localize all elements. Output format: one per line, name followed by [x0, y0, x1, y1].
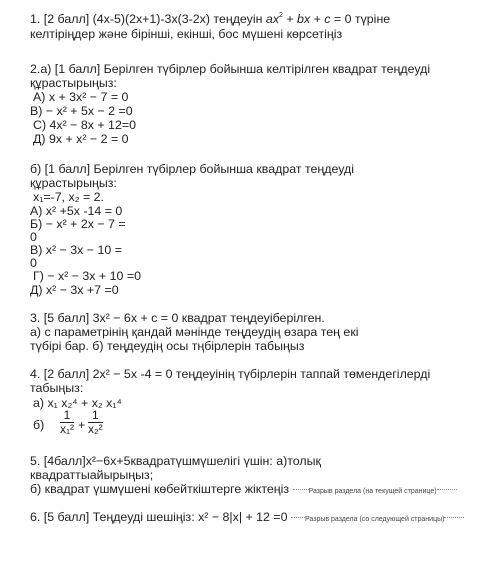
q2b-option-b-line2: 0	[30, 230, 37, 244]
q2a-line1: 2.а) [1 балл] Берілген түбірлер бойынша келтірілген квадрат теңдеуді	[30, 62, 431, 76]
section-break-current-page: Разрыв раздела (на текущей странице)	[308, 488, 437, 495]
q5-line2: квадраттыайырыңыз;	[30, 468, 154, 482]
q2b-option-a: А) x² +5x -14 = 0	[30, 204, 123, 218]
q2b-option-g: Г) − x² − 3x + 10 =0	[33, 269, 141, 283]
fraction-numerator: 1	[88, 409, 103, 423]
section-break-dots	[291, 517, 305, 518]
q5-line3: б) квадрат үшмүшені көбейткіштерге жіктеңіз Разрыв раздела (на текущей странице)	[30, 482, 457, 499]
q4-fraction-1	[60, 409, 74, 436]
q2a-option-d: Д) 9x + x² − 2 = 0	[33, 132, 129, 146]
q1-line2: келтіріңдер және бірінші, екінші, бос мүшені көрсетіңіз	[30, 27, 343, 41]
section-break-dots	[444, 517, 464, 518]
q3-line3: түбірі бар. б) теңдеудің осы тңбірлерін табыңыз	[30, 339, 305, 353]
q2b-roots: x₁=-7, x₂ = 2.	[33, 190, 104, 204]
q4-part-b-label: б)	[33, 418, 45, 432]
fraction-denominator: x₂²	[88, 422, 103, 436]
q3-line1: 3. [5 балл] 3x² − 6x + c = 0 квадрат теңдеуіберілген.	[30, 311, 325, 325]
q4-line2: табыңыз:	[30, 381, 84, 395]
q4-plus: +	[78, 418, 86, 432]
fraction-numerator: 1	[60, 409, 74, 423]
q5-line1: 5. [4балл]x²−6x+5квадратүшмүшелігі үшін: а)толық	[30, 454, 321, 468]
q2b-line1: б) [1 балл] Берілген түбірлер бойынша квадрат теңдеуді	[30, 162, 355, 176]
q2a-option-a: А) x + 3x² − 7 = 0	[33, 90, 129, 104]
q2b-line2: құрастырыңыз:	[30, 176, 117, 190]
q2b-option-v-line2: 0	[30, 256, 37, 270]
q1-line1: 1. [2 балл] (4x-5)(2x+1)-3x(3-2x) теңдеуін $ax^2$ + bx + c = 0 түріне	[30, 12, 391, 26]
section-break-dots	[437, 489, 457, 490]
section-break-next-page: Разрыв раздела (со следующей страницы)	[304, 516, 445, 523]
q4-fraction-2	[88, 409, 103, 436]
q4-part-a: а) x₁ x₂⁴ + x₂ x₁⁴	[33, 396, 122, 410]
q2a-option-c: С) 4x² − 8x + 12=0	[33, 118, 136, 132]
q2b-option-d: Д) x² − 3x +7 =0	[30, 283, 119, 297]
fraction-denominator: x₁²	[60, 422, 75, 436]
q2a-option-b: В) − x² + 5x − 2 =0	[30, 104, 133, 118]
q2a-line2: құрастырыңыз:	[30, 76, 117, 90]
q3-line2: а) с параметрінің қандай мәнінде теңдеудің өзара тең екі	[30, 325, 359, 339]
q4-line1: 4. [2 балл] 2x² − 5x -4 = 0 теңдеуінің түбірлерін таппай төмендегілерді	[30, 367, 431, 381]
q2b-option-b-line1: Б) − x² + 2x − 7 =	[30, 217, 126, 231]
q2b-option-v-line1: В) x² − 3x − 10 =	[30, 243, 122, 257]
section-break-dots	[293, 489, 309, 490]
q6-line1: 6. [5 балл] Теңдеуді шешіңіз: x² − 8|x| + 12 =0 Разрыв раздела (со следующей страницы)	[30, 510, 464, 527]
